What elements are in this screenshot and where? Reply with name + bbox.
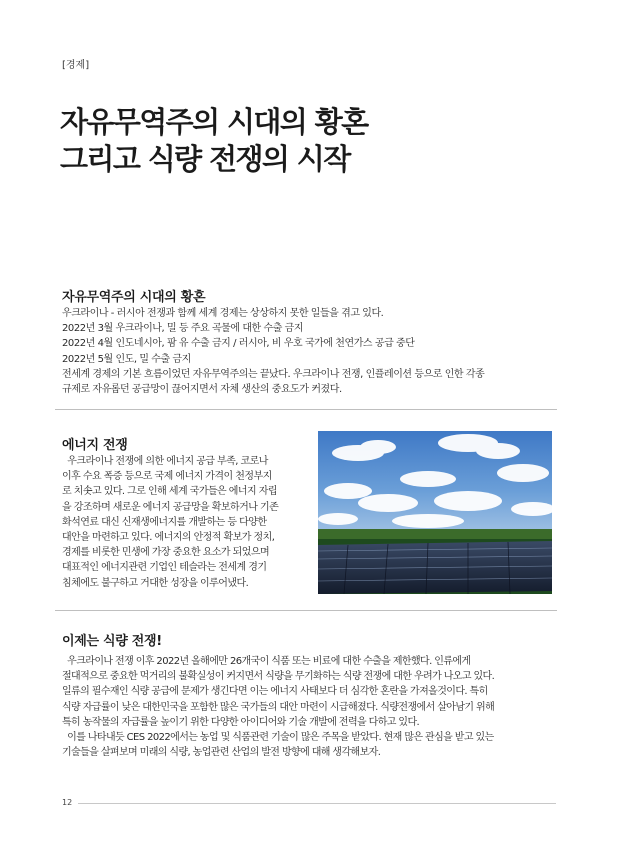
- body-line: 2022년 5월 인도, 밀 수출 금지: [62, 353, 191, 365]
- body-line: 규제로 자유롭던 공급망이 끊어지면서 자체 생산의 중요도가 커졌다.: [62, 384, 342, 396]
- body-line: 을 강조하며 새로운 에너지 공급망을 확보하거나 기존: [62, 501, 279, 513]
- body-line: 대표적인 에너지관련 기업인 테슬라는 전세계 경기: [62, 562, 267, 574]
- page-title: [60, 104, 368, 178]
- solar-panel-field-photo: [318, 431, 552, 594]
- section-heading-free-trade: 자유무역주의 시대의 황혼: [62, 290, 206, 305]
- page-number: 12: [62, 798, 73, 807]
- footer-rule: [78, 803, 556, 804]
- body-line: 절대적으로 중요한 먹거리의 불확실성이 커지면서 식량을 무기화하는 식량 전쟁에 대한 우려가 나오고 있다.: [62, 671, 495, 683]
- page-title-line: 자유무역주의 시대의 황혼: [60, 105, 368, 139]
- body-line: 침체에도 불구하고 거대한 성장을 이루어냈다.: [62, 577, 249, 589]
- category-label: [경제]: [62, 60, 90, 71]
- section-heading-energy-war: 에너지 전쟁: [62, 438, 128, 453]
- body-line: 우크라이나 - 러시아 전쟁과 함께 세계 경제는 상상하지 못한 일들을 겪고 있다.: [62, 308, 384, 319]
- body-line: 일류의 필수재인 식량 공급에 문제가 생긴다면 이는 에너지 사태보다 더 심각한 혼란을 가져올것이다. 특히: [62, 686, 488, 698]
- body-line: 우크라이나 전쟁에 의한 에너지 공급 부족, 코로나: [62, 456, 268, 467]
- body-line: 2022년 4월 인도네시아, 팜 유 수출 금지 / 러시아, 비 우호 국가에 천연가스 공급 중단: [62, 338, 415, 350]
- body-line: 로 치솟고 있다. 그로 인해 세계 국가들은 에너지 자립: [62, 486, 277, 498]
- section-body-food-war: [62, 654, 494, 760]
- section-body-free-trade: [62, 306, 484, 397]
- body-line: 식량 자급률이 낮은 대한민국을 포함한 많은 국가들의 대안 마련이 시급해졌다. 식량전쟁에서 살아남기 위해: [62, 701, 495, 713]
- section-body-energy-war: [62, 454, 278, 591]
- body-line: 화석연료 대신 신재생에너지를 개발하는 등 다양한: [62, 516, 267, 528]
- body-line: 우크라이나 전쟁 이후 2022년 올해에만 26개국이 식품 또는 비료에 대한 수출을 제한했다. 인류에게: [62, 656, 471, 667]
- body-line: 기술들을 살펴보며 미래의 식량, 농업관련 산업의 발전 방향에 대해 생각해보자.: [62, 747, 381, 759]
- page-title-line: 그리고 식량 전쟁의 시작: [60, 142, 350, 176]
- body-line: 전세계 경제의 기본 흐름이었던 자유무역주의는 끝났다. 우크라이나 전쟁, 인플레이션 등으로 인한 각종: [62, 368, 485, 380]
- body-line: 이를 나타내듯 CES 2022에서는 농업 및 식품관련 기술이 많은 주목을 받았다. 현재 많은 관심을 받고 있는: [62, 732, 494, 744]
- section-divider: [55, 610, 557, 611]
- body-line: 경제를 비롯한 민생에 가장 중요한 요소가 되었으며: [62, 547, 270, 559]
- body-line: 특히 농작물의 자급률을 높이기 위한 다양한 아이디어와 기술 개발에 전력을 다하고 있다.: [62, 716, 420, 728]
- body-line: 이후 수요 폭증 등으로 국제 에너지 가격이 천정부지: [62, 471, 272, 483]
- section-heading-food-war: 이제는 식량 전쟁!: [62, 634, 162, 649]
- body-line: 대안을 마련하고 있다. 에너지의 안정적 확보가 정치,: [62, 532, 275, 544]
- section-divider: [55, 409, 557, 410]
- body-line: 2022년 3월 우크라이나, 밀 등 주요 곡물에 대한 수출 금지: [62, 323, 304, 335]
